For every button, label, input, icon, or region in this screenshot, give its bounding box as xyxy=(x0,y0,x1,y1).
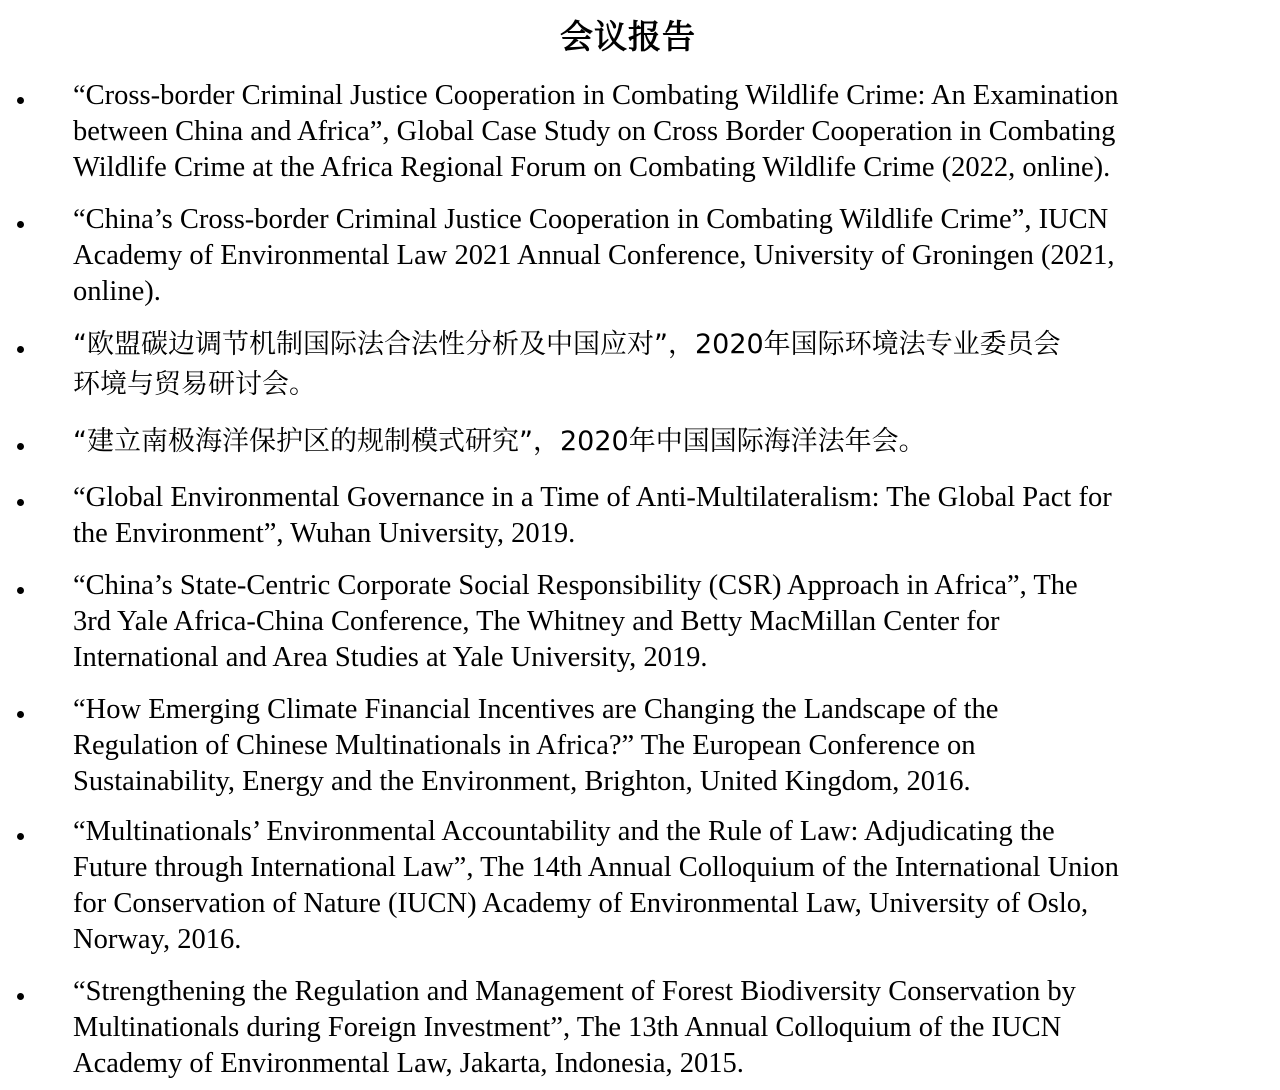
list-item xyxy=(73,568,1243,676)
item-line: International and Area Studies at Yale University, 2019. xyxy=(73,642,708,673)
item-line: Sustainability, Energy and the Environment, Brighton, United Kingdom, 2016. xyxy=(73,766,971,797)
bullet-icon xyxy=(17,587,27,597)
bullet-icon xyxy=(17,993,27,1003)
item-line: Academy of Environmental Law, Jakarta, Indonesia, 2015. xyxy=(73,1048,744,1079)
item-line: “欧盟碳边调节机制国际法合法性分析及中国应对”，2020年国际环境法专业委员会 xyxy=(73,329,1061,360)
item-line: Future through International Law”, The 14th Annual Colloquium of the International Union xyxy=(73,852,1119,883)
item-line: Norway, 2016. xyxy=(73,924,242,955)
bullet-icon xyxy=(17,221,27,231)
item-line: Multinationals during Foreign Investment”, The 13th Annual Colloquium of the IUCN xyxy=(73,1012,1062,1043)
item-line: 环境与贸易研讨会。 xyxy=(73,369,316,400)
item-line: “Global Environmental Governance in a Time of Anti-Multilateralism: The Global Pact for xyxy=(73,482,1112,513)
item-line: for Conservation of Nature (IUCN) Academy of Environmental Law, University of Oslo, xyxy=(73,888,1089,919)
bullet-icon xyxy=(17,833,27,843)
list-item xyxy=(73,422,1243,462)
list-item xyxy=(73,480,1243,552)
item-line: between China and Africa”, Global Case Study on Cross Border Cooperation in Combating xyxy=(73,116,1116,147)
list-item xyxy=(73,325,1243,405)
item-line: online). xyxy=(73,276,161,307)
bullet-icon xyxy=(17,97,27,107)
item-line: Regulation of Chinese Multinationals in Africa?” The European Conference on xyxy=(73,730,976,761)
list-item xyxy=(73,814,1243,958)
page-title: 会议报告 xyxy=(560,17,696,56)
bullet-icon xyxy=(17,711,27,721)
bullet-icon xyxy=(17,443,27,453)
bullet-icon xyxy=(17,346,27,356)
item-line: “Strengthening the Regulation and Management of Forest Biodiversity Conservation by xyxy=(73,976,1076,1007)
list-item xyxy=(73,974,1243,1082)
item-line: “Cross-border Criminal Justice Cooperation in Combating Wildlife Crime: An Examination xyxy=(73,80,1119,111)
item-line: the Environment”, Wuhan University, 2019. xyxy=(73,518,576,549)
item-line: Academy of Environmental Law 2021 Annual Conference, University of Groningen (2021, xyxy=(73,240,1115,271)
list-item xyxy=(73,78,1243,186)
item-line: 3rd Yale Africa-China Conference, The Whitney and Betty MacMillan Center for xyxy=(73,606,1000,637)
bullet-icon xyxy=(17,499,27,509)
item-line: “建立南极海洋保护区的规制模式研究”，2020年中国国际海洋法年会。 xyxy=(73,426,926,457)
list-item xyxy=(73,692,1243,800)
item-line: “How Emerging Climate Financial Incentives are Changing the Landscape of the xyxy=(73,694,999,725)
item-line: Wildlife Crime at the Africa Regional Forum on Combating Wildlife Crime (2022, online). xyxy=(73,152,1111,183)
item-line: “China’s Cross-border Criminal Justice Cooperation in Combating Wildlife Crime”, IUCN xyxy=(73,204,1109,235)
list-item xyxy=(73,202,1243,310)
item-line: “China’s State-Centric Corporate Social Responsibility (CSR) Approach in Africa”, The xyxy=(73,570,1078,601)
item-line: “Multinationals’ Environmental Accountability and the Rule of Law: Adjudicating the xyxy=(73,816,1055,847)
